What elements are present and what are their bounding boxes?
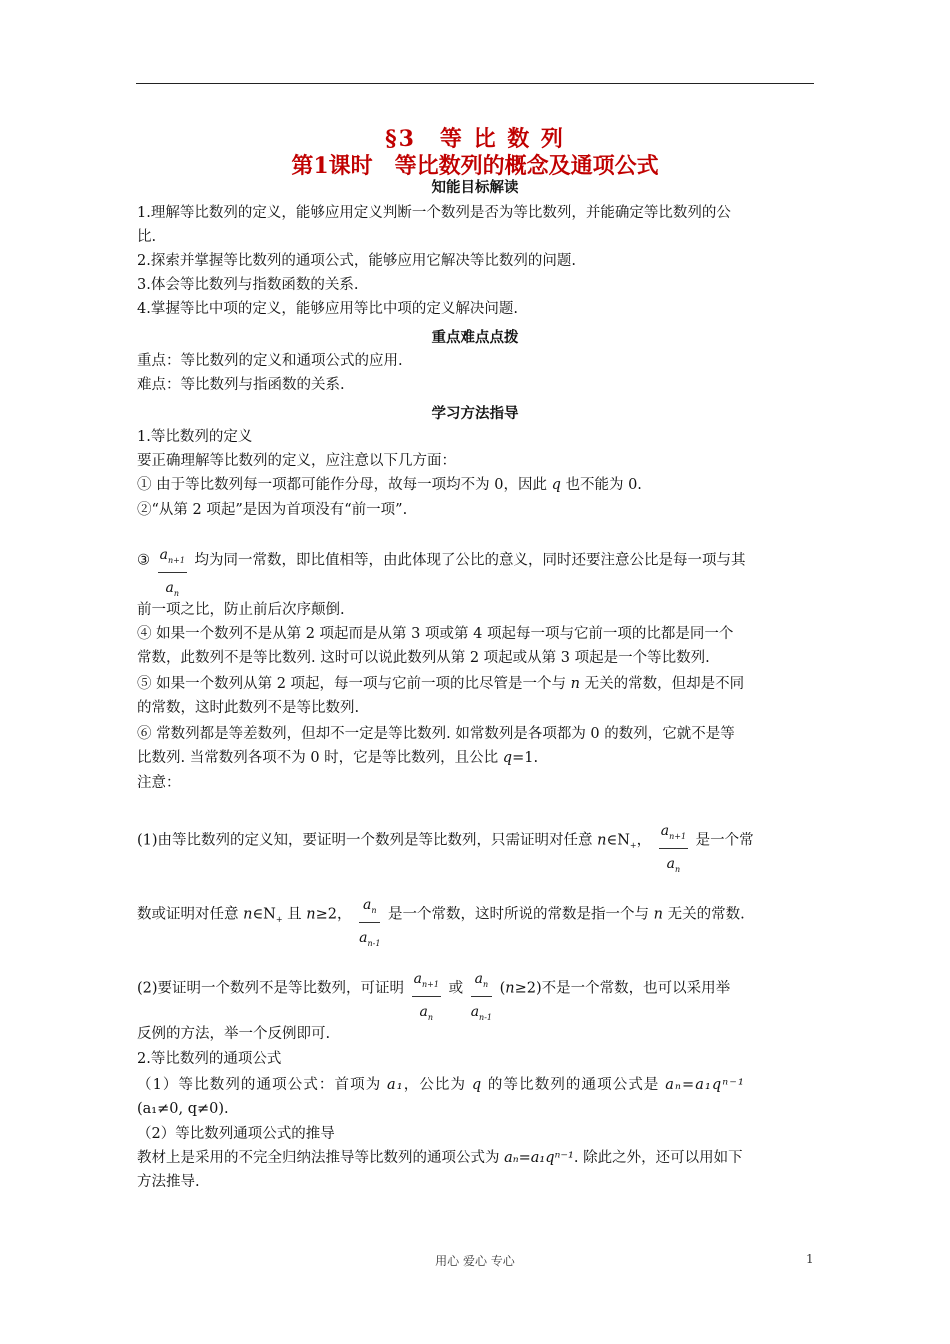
subheading-general-term: 2.等比数列的通项公式 xyxy=(137,1051,282,1067)
objective-2: 2.探索并掌握等比数列的通项公式，能够应用它解决等比数列的问题. xyxy=(137,253,576,269)
page-number: 1 xyxy=(806,1252,814,1266)
derivation-text-cont: 方法推导. xyxy=(137,1174,200,1190)
ratio-fraction: $\frac{a_{n+1}}{a_n}$ xyxy=(159,547,185,598)
point-3-cont: 前一项之比，防止前后次序颠倒. xyxy=(137,602,345,618)
difficult-point: 难点：等比数列与指函数的关系. xyxy=(137,377,345,393)
chapter-title: §3 等 比 数 列 xyxy=(385,126,565,152)
subheading-definition: 1.等比数列的定义 xyxy=(137,429,253,445)
point-4: ④ 如果一个数列不是从第 2 项起而是从第 3 项或第 4 项起每一项与它前一项的比都是同一个 xyxy=(137,626,734,642)
section-heading-keypoints: 重点难点点拨 xyxy=(431,329,519,346)
objective-4: 4.掌握等比中项的定义，能够应用等比中项的定义解决问题. xyxy=(137,301,518,317)
derivation-heading: （2）等比数列通项公式的推导 xyxy=(137,1126,335,1142)
header-rule xyxy=(136,83,814,84)
point-4-cont: 常数，此数列不是等比数列. 这时可以说此数列从第 2 项起或从第 3 项起是一个等比数列. xyxy=(137,650,710,666)
point-2: ②“从第 2 项起”是因为首项没有“前一项”. xyxy=(137,502,408,518)
point-5: ⑤ 如果一个数列从第 2 项起，每一项与它前一项的比尽管是一个与 n 无关的常数，但却是不同 xyxy=(137,676,745,692)
section-heading-objectives: 知能目标解读 xyxy=(431,179,519,196)
note-2-cont: 反例的方法，举一个反例即可. xyxy=(137,1026,331,1042)
section-heading-methods: 学习方法指导 xyxy=(431,405,519,422)
point-6-cont: 比数列. 当常数列各项不为 0 时，它是等比数列，且公比 q=1. xyxy=(137,750,539,766)
point-5-cont: 的常数，这时此数列不是等比数列. xyxy=(137,700,360,716)
page-footer: 用心 爱心 专心 xyxy=(435,1254,515,1268)
objective-1: 1.理解等比数列的定义，能够应用定义判断一个数列是否为等比数列，并能确定等比数列的公 xyxy=(137,205,731,221)
ratio-fraction-prev: $\frac{a_n}{a_{n-1}}$ xyxy=(470,971,492,1022)
ratio-fraction: $\frac{a_{n+1}}{a_n}$ xyxy=(660,823,687,874)
point-6: ⑥ 常数列都是等差数列，但却不一定是等比数列. 如常数列是各项都为 0 的数列，它就不是等 xyxy=(137,726,735,742)
point-1: ① 由于等比数列每一项都可能作分母，故每一项均不为 0，因此 q 也不能为 0. xyxy=(137,477,642,493)
note-2: (2)要证明一个数列不是等比数列，可证明 $\frac{a_{n+1}}{a_n}$ 或 $\frac{a_n}{a_{n-1}}$ (n≥2)不是一个常数，也可以采用举 xyxy=(137,960,730,1017)
lesson-title: 第1课时 等比数列的概念及通项公式 xyxy=(291,153,659,179)
key-point: 重点：等比数列的定义和通项公式的应用. xyxy=(137,353,403,369)
objective-3: 3.体会等比数列与指数函数的关系. xyxy=(137,277,359,293)
note-1: (1)由等比数列的定义知，要证明一个数列是等比数列，只需证明对任意 $n\in N_+$， $\frac{a_{n+1}}{a_n}$ 是一个常 xyxy=(137,812,754,869)
objective-1-cont: 比. xyxy=(137,229,157,245)
note-label: 注意： xyxy=(137,775,181,791)
note-1-cont: 数或证明对任意 $n\in N_+$ 且 n≥2， $\frac{a_n}{a_{n-1}}$ 是一个常数，这时所说的常数是指一个与 n 无关的常数. xyxy=(137,886,745,943)
ratio-fraction-prev: $\frac{a_n}{a_{n-1}}$ xyxy=(359,897,381,948)
general-term-formula: （1）等比数列的通项公式：首项为 a₁，公比为 q 的等比数列的通项公式是 aₙ=a₁qⁿ⁻¹ xyxy=(137,1077,745,1093)
ratio-fraction: $\frac{a_{n+1}}{a_n}$ xyxy=(413,971,439,1022)
intro-text: 要正确理解等比数列的定义，应注意以下几方面： xyxy=(137,453,456,469)
point-3: ③ $\frac{a_{n+1}}{a_n}$ 均为同一常数，即比值相等，由此体现了公比的意义，同时还要注意公比是每一项与其 xyxy=(137,532,746,589)
derivation-text: 教材上是采用的不完全归纳法推导等比数列的通项公式为 aₙ=a₁qⁿ⁻¹. 除此之外，还可以用如下 xyxy=(137,1150,743,1166)
general-term-condition: (a₁≠0, q≠0). xyxy=(137,1101,229,1117)
